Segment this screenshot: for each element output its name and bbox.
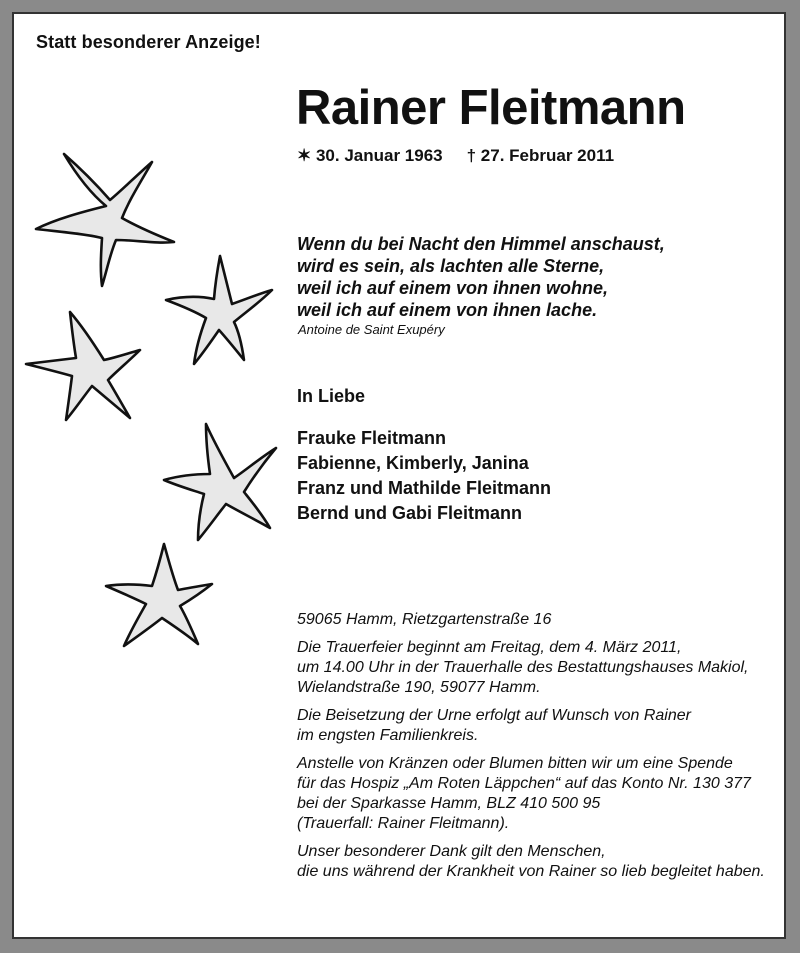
info-line: für das Hospiz „Am Roten Läppchen“ auf das Konto Nr. 130 377 (297, 775, 751, 792)
poem-line: Wenn du bei Nacht den Himmel anschaust, (297, 234, 665, 254)
mourners-title: In Liebe (297, 386, 366, 406)
star-icon (166, 256, 272, 364)
info-line: Die Beisetzung der Urne erfolgt auf Wunsch von Rainer (297, 707, 691, 724)
mourner-name: Bernd und Gabi Fleitmann (297, 503, 523, 523)
funeral-info (297, 610, 777, 890)
funeral-paragraph (297, 638, 777, 698)
info-line: Die Trauerfeier beginnt am Freitag, dem 4. März 2011, (297, 639, 682, 656)
stars-decoration (14, 14, 294, 714)
info-line: um 14.00 Uhr in der Trauerhalle des Bestattungshauses Makiol, (297, 659, 749, 676)
poem-line: weil ich auf einem von ihnen lache. (297, 300, 598, 320)
header-note: Statt besonderer Anzeige! (36, 32, 261, 52)
mourner-name: Franz und Mathilde Fleitmann (297, 478, 552, 498)
obituary-card (12, 12, 786, 939)
poem-author: Antoine de Saint Exupéry (298, 322, 445, 337)
urn-paragraph (297, 706, 777, 746)
info-line: Anstelle von Kränzen oder Blumen bitten wir um eine Spende (297, 755, 733, 772)
star-icon (36, 154, 174, 286)
mourner-name: Fabienne, Kimberly, Janina (297, 453, 529, 473)
donation-paragraph (297, 754, 777, 834)
info-line: Wielandstraße 190, 59077 Hamm. (297, 679, 541, 696)
life-dates (297, 146, 614, 166)
info-line: im engsten Familienkreis. (297, 727, 479, 744)
mourners-list (297, 426, 551, 526)
poem (297, 233, 665, 321)
info-line: bei der Sparkasse Hamm, BLZ 410 500 95 (297, 795, 601, 812)
thanks-paragraph (297, 842, 777, 882)
info-line: Unser besonderer Dank gilt den Menschen, (297, 843, 606, 860)
address: 59065 Hamm, Rietzgartenstraße 16 (297, 611, 552, 628)
poem-line: weil ich auf einem von ihnen wohne, (297, 278, 609, 298)
info-line: (Trauerfall: Rainer Fleitmann). (297, 815, 510, 832)
info-line: die uns während der Krankheit von Rainer so lieb begleitet haben. (297, 863, 765, 880)
deceased-name: Rainer Fleitmann (296, 81, 686, 135)
death-date: † 27. Februar 2011 (466, 146, 615, 165)
star-icon (26, 312, 140, 420)
poem-line: wird es sein, als lachten alle Sterne, (297, 256, 605, 276)
star-icon (106, 544, 212, 646)
mourner-name: Frauke Fleitmann (297, 428, 447, 448)
birth-date: ✶ 30. Januar 1963 (297, 146, 443, 165)
star-icon (164, 424, 276, 540)
